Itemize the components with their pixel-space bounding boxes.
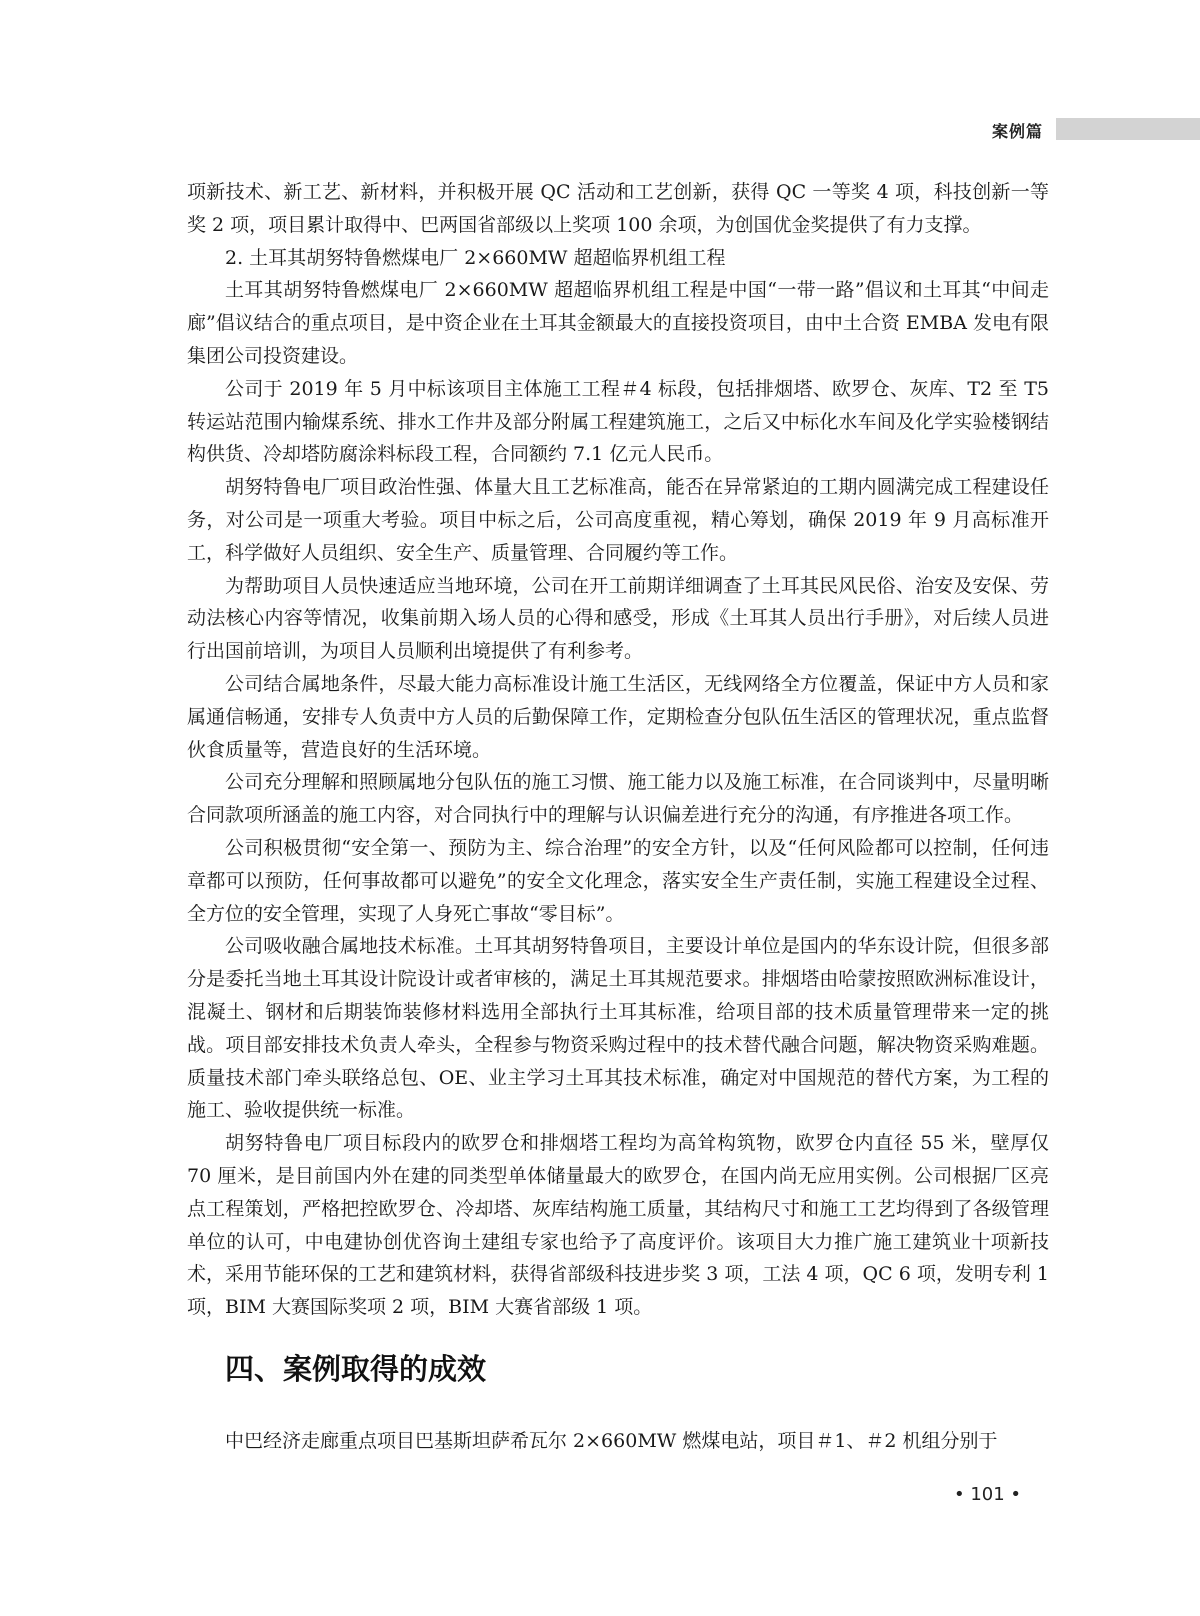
paragraph: 公司结合属地条件，尽最大能力高标准设计施工生活区，无线网络全方位覆盖，保证中方人员和家属通信畅通，安排专人负责中方人员的后勤保障工作，定期检查分包队伍生活区的管理状况，重点监督伙食质量等，营造良好的生活环境。: [187, 672, 1049, 761]
paragraph: 胡努特鲁电厂项目政治性强、体量大且工艺标准高，能否在异常紧迫的工期内圆满完成工程建设任务，对公司是一项重大考验。项目中标之后，公司高度重视，精心筹划，确保 2019 年 9 月高标准开工，科学做好人员组织、安全生产、质量管理、合同履约等工作。: [187, 476, 1049, 564]
chapter-label: 案例篇: [992, 122, 1044, 141]
paragraph: 胡努特鲁电厂项目标段内的欧罗仓和排烟塔工程均为高耸构筑物，欧罗仓内直径 55 米，壁厚仅 70 厘米，是目前国内外在建的同类型单体储量最大的欧罗仓，在国内尚无应用实例。公司根据厂区亮点工程策划，严格把控欧罗仓、冷却塔、灰库结构施工质量，其结构尺寸和施工工艺均得到了各级管理单位的认可，中电建协创优咨询土建组专家也给予了高度评价。该项目大力推广施工建筑业十项新技术，采用节能环保的工艺和建筑材料，获得省部级科技进步奖 3 项，工法 4 项，QC 6 项，发明专利 1 项，BIM 大赛国际奖项 2 项，BIM 大赛省部级 1 项。: [187, 1132, 1049, 1319]
body-text: [187, 176, 1049, 1324]
paragraph-continued: 项新技术、新工艺、新材料，并积极开展 QC 活动和工艺创新，获得 QC 一等奖 4 项，科技创新一等奖 2 项，项目累计取得中、巴两国省部级以上奖项 100 余项，为创国优金奖提供了有力支撑。: [187, 181, 1049, 236]
subsection-title: 2. 土耳其胡努特鲁燃煤电厂 2×660MW 超超临界机组工程: [225, 246, 726, 269]
paragraph: 公司吸收融合属地技术标准。土耳其胡努特鲁项目，主要设计单位是国内的华东设计院，但很多部分是委托当地土耳其设计院设计或者审核的，满足土耳其规范要求。排烟塔由哈蒙按照欧洲标准设计，混凝土、钢材和后期装饰装修材料选用全部执行土耳其标准，给项目部的技术质量管理带来一定的挑战。项目部安排技术负责人牵头，全程参与物资采购过程中的技术替代融合问题，解决物资采购难题。质量技术部门牵头联络总包、OE、业主学习土耳其技术标准，确定对中国规范的替代方案，为工程的施工、验收提供统一标准。: [187, 935, 1049, 1122]
paragraph: 公司于 2019 年 5 月中标该项目主体施工工程＃4 标段，包括排烟塔、欧罗仓、灰库、T2 至 T5 转运站范围内输煤系统、排水工作井及部分附属工程建筑施工，之后又中标化水车间及化学实验楼钢结构供货、冷却塔防腐涂料标段工程，合同额约 7.1 亿元人民币。: [187, 377, 1049, 466]
section-heading: 四、案例取得的成效: [225, 1352, 487, 1386]
paragraph: 公司充分理解和照顾属地分包队伍的施工习惯、施工能力以及施工标准，在合同谈判中，尽量明晰合同款项所涵盖的施工内容，对合同执行中的理解与认识偏差进行充分的沟通，有序推进各项工作。: [187, 771, 1049, 827]
paragraph: 土耳其胡努特鲁燃煤电厂 2×660MW 超超临界机组工程是中国“一带一路”倡议和土耳其“中间走廊”倡议结合的重点项目，是中资企业在土耳其金额最大的直接投资项目，由中土合资 EMBA 发电有限集团公司投资建设。: [187, 279, 1049, 367]
paragraph: 公司积极贯彻“安全第一、预防为主、综合治理”的安全方针，以及“任何风险都可以控制，任何违章都可以预防，任何事故都可以避免”的安全文化理念，落实安全生产责任制，实施工程建设全过程、全方位的安全管理，实现了人身死亡事故“零目标”。: [187, 836, 1049, 925]
section-first-line: 中巴经济走廊重点项目巴基斯坦萨希瓦尔 2×660MW 燃煤电站，项目＃1、＃2 机组分别于: [225, 1430, 998, 1452]
page-number: • 101 •: [954, 1484, 1022, 1505]
paragraph: 为帮助项目人员快速适应当地环境，公司在开工前期详细调查了土耳其民风民俗、治安及安保、劳动法核心内容等情况，收集前期入场人员的心得和感受，形成《土耳其人员出行手册》，对后续人员进行出国前培训，为项目人员顺利出境提供了有利参考。: [187, 574, 1049, 663]
chapter-tab-bar: [1056, 118, 1200, 140]
